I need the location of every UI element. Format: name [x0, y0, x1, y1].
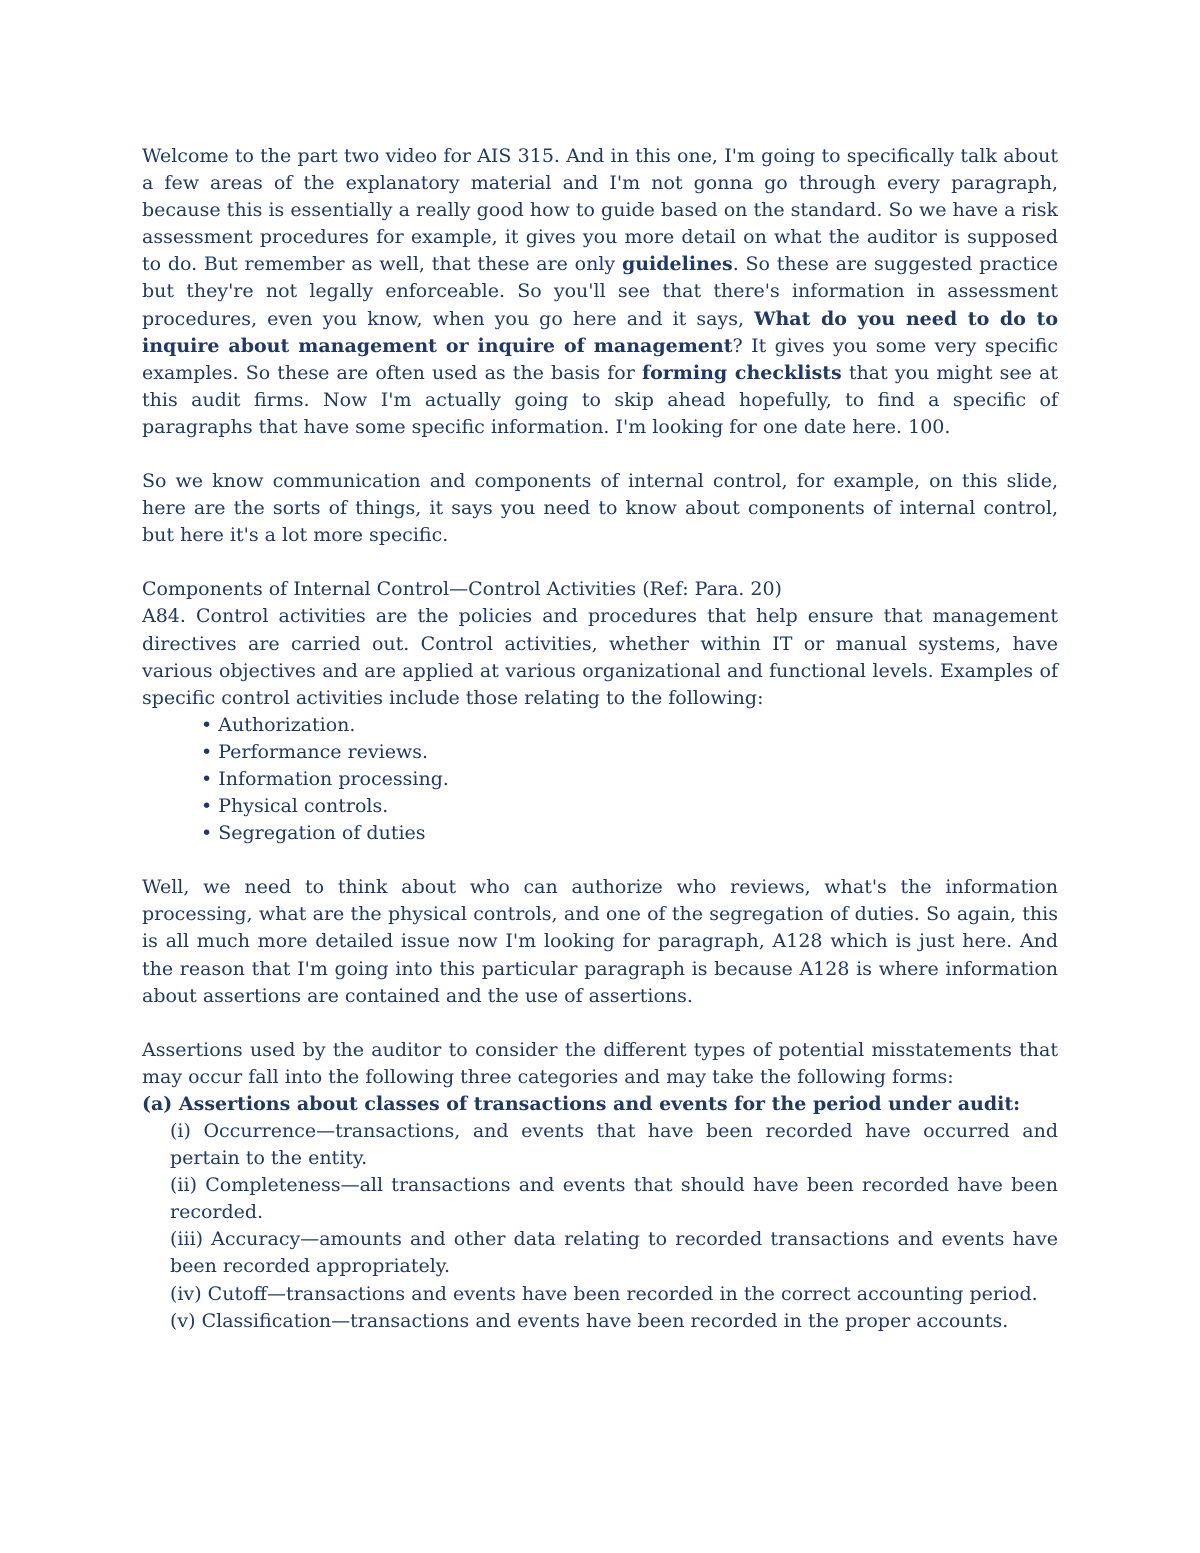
list-item: • Information processing. [201, 767, 449, 790]
intro-text-1: Welcome to the part two video for AIS 315. And in this one, I'm going to specifically talk about a few areas of the explanatory material and I'm not gonna go through every paragraph, because this is essentially a really good how to guide based on the standard. So we have a risk assessment procedures for example, it gives you more detail on what the auditor is supposed to do. But remember as well, that these are only [142, 145, 1058, 276]
assertions-intro: Assertions used by the auditor to consider the different types of potential misstatements that may occur fall into the following three categories and may take the following forms: [142, 1038, 1058, 1088]
document-page [142, 143, 1058, 1335]
guidelines-emphasis: guidelines [621, 253, 733, 276]
inquire-question-emphasis: What do you need to do to inquire about management or inquire of management [142, 307, 1059, 357]
list-item: • Authorization. [201, 713, 356, 736]
control-activities-heading: Components of Internal Control—Control Activities (Ref: Para. 20) [142, 578, 782, 601]
intro-paragraph [142, 143, 1058, 441]
list-item: • Segregation of duties [201, 822, 426, 845]
intro-text-3: ? It gives you some very specific examples. So these are often used as the basis for [142, 334, 1058, 384]
list-item: (iv) Cutoff—transactions and events have been recorded in the correct accounting period. [170, 1282, 1038, 1305]
checklists-emphasis: forming checklists [641, 361, 842, 384]
intro-text-2: . So these are suggested practice but they're not legally enforceable. So you'll see that there's information in assessment procedures, even you know, when you go here and it says, [142, 253, 1058, 330]
list-item: (v) Classification—transactions and events have been recorded in the proper accounts. [170, 1309, 1009, 1332]
list-item: (iii) Accuracy—amounts and other data relating to recorded transactions and events have been recorded appropriately. [170, 1228, 1058, 1278]
list-item: (i) Occurrence—transactions, and events that have been recorded have occurred and pertain to the entity. [170, 1120, 1058, 1170]
assertions-list [142, 1118, 1058, 1335]
communication-paragraph: So we know communication and components of internal control, for example, on this slide, here are the sorts of things, it says you need to know about components of internal control, but here it's a lot more specific. [142, 470, 1058, 547]
authorization-discussion-paragraph: Well, we need to think about who can authorize who reviews, what's the information processing, what are the physical controls, and one of the segregation of duties. So again, this is all much more detailed issue now I'm looking for paragraph, A128 which is just here. And the reason that I'm going into this particular paragraph is because A128 is where information about assertions are contained and the use of assertions. [142, 876, 1058, 1007]
intro-text-4: that you might see at this audit firms. Now I'm actually going to skip ahead hopefully, to find a specific of paragraphs that have some specific information. I'm looking for one date here. 100. [142, 361, 1058, 438]
list-item: (ii) Completeness—all transactions and events that should have been recorded have been recorded. [170, 1174, 1058, 1224]
assertions-category-heading: (a) Assertions about classes of transactions and events for the period under audit: [142, 1092, 1021, 1115]
list-item: • Performance reviews. [201, 740, 428, 763]
control-activities-list [142, 712, 1058, 847]
a84-paragraph: A84. Control activities are the policies and procedures that help ensure that management directives are carried out. Control activities, whether within IT or manual systems, have various objectives and are applied at various organizational and functional levels. Examples of specific control activities include those relating to the following: [142, 605, 1058, 709]
list-item: • Physical controls. [201, 795, 389, 818]
